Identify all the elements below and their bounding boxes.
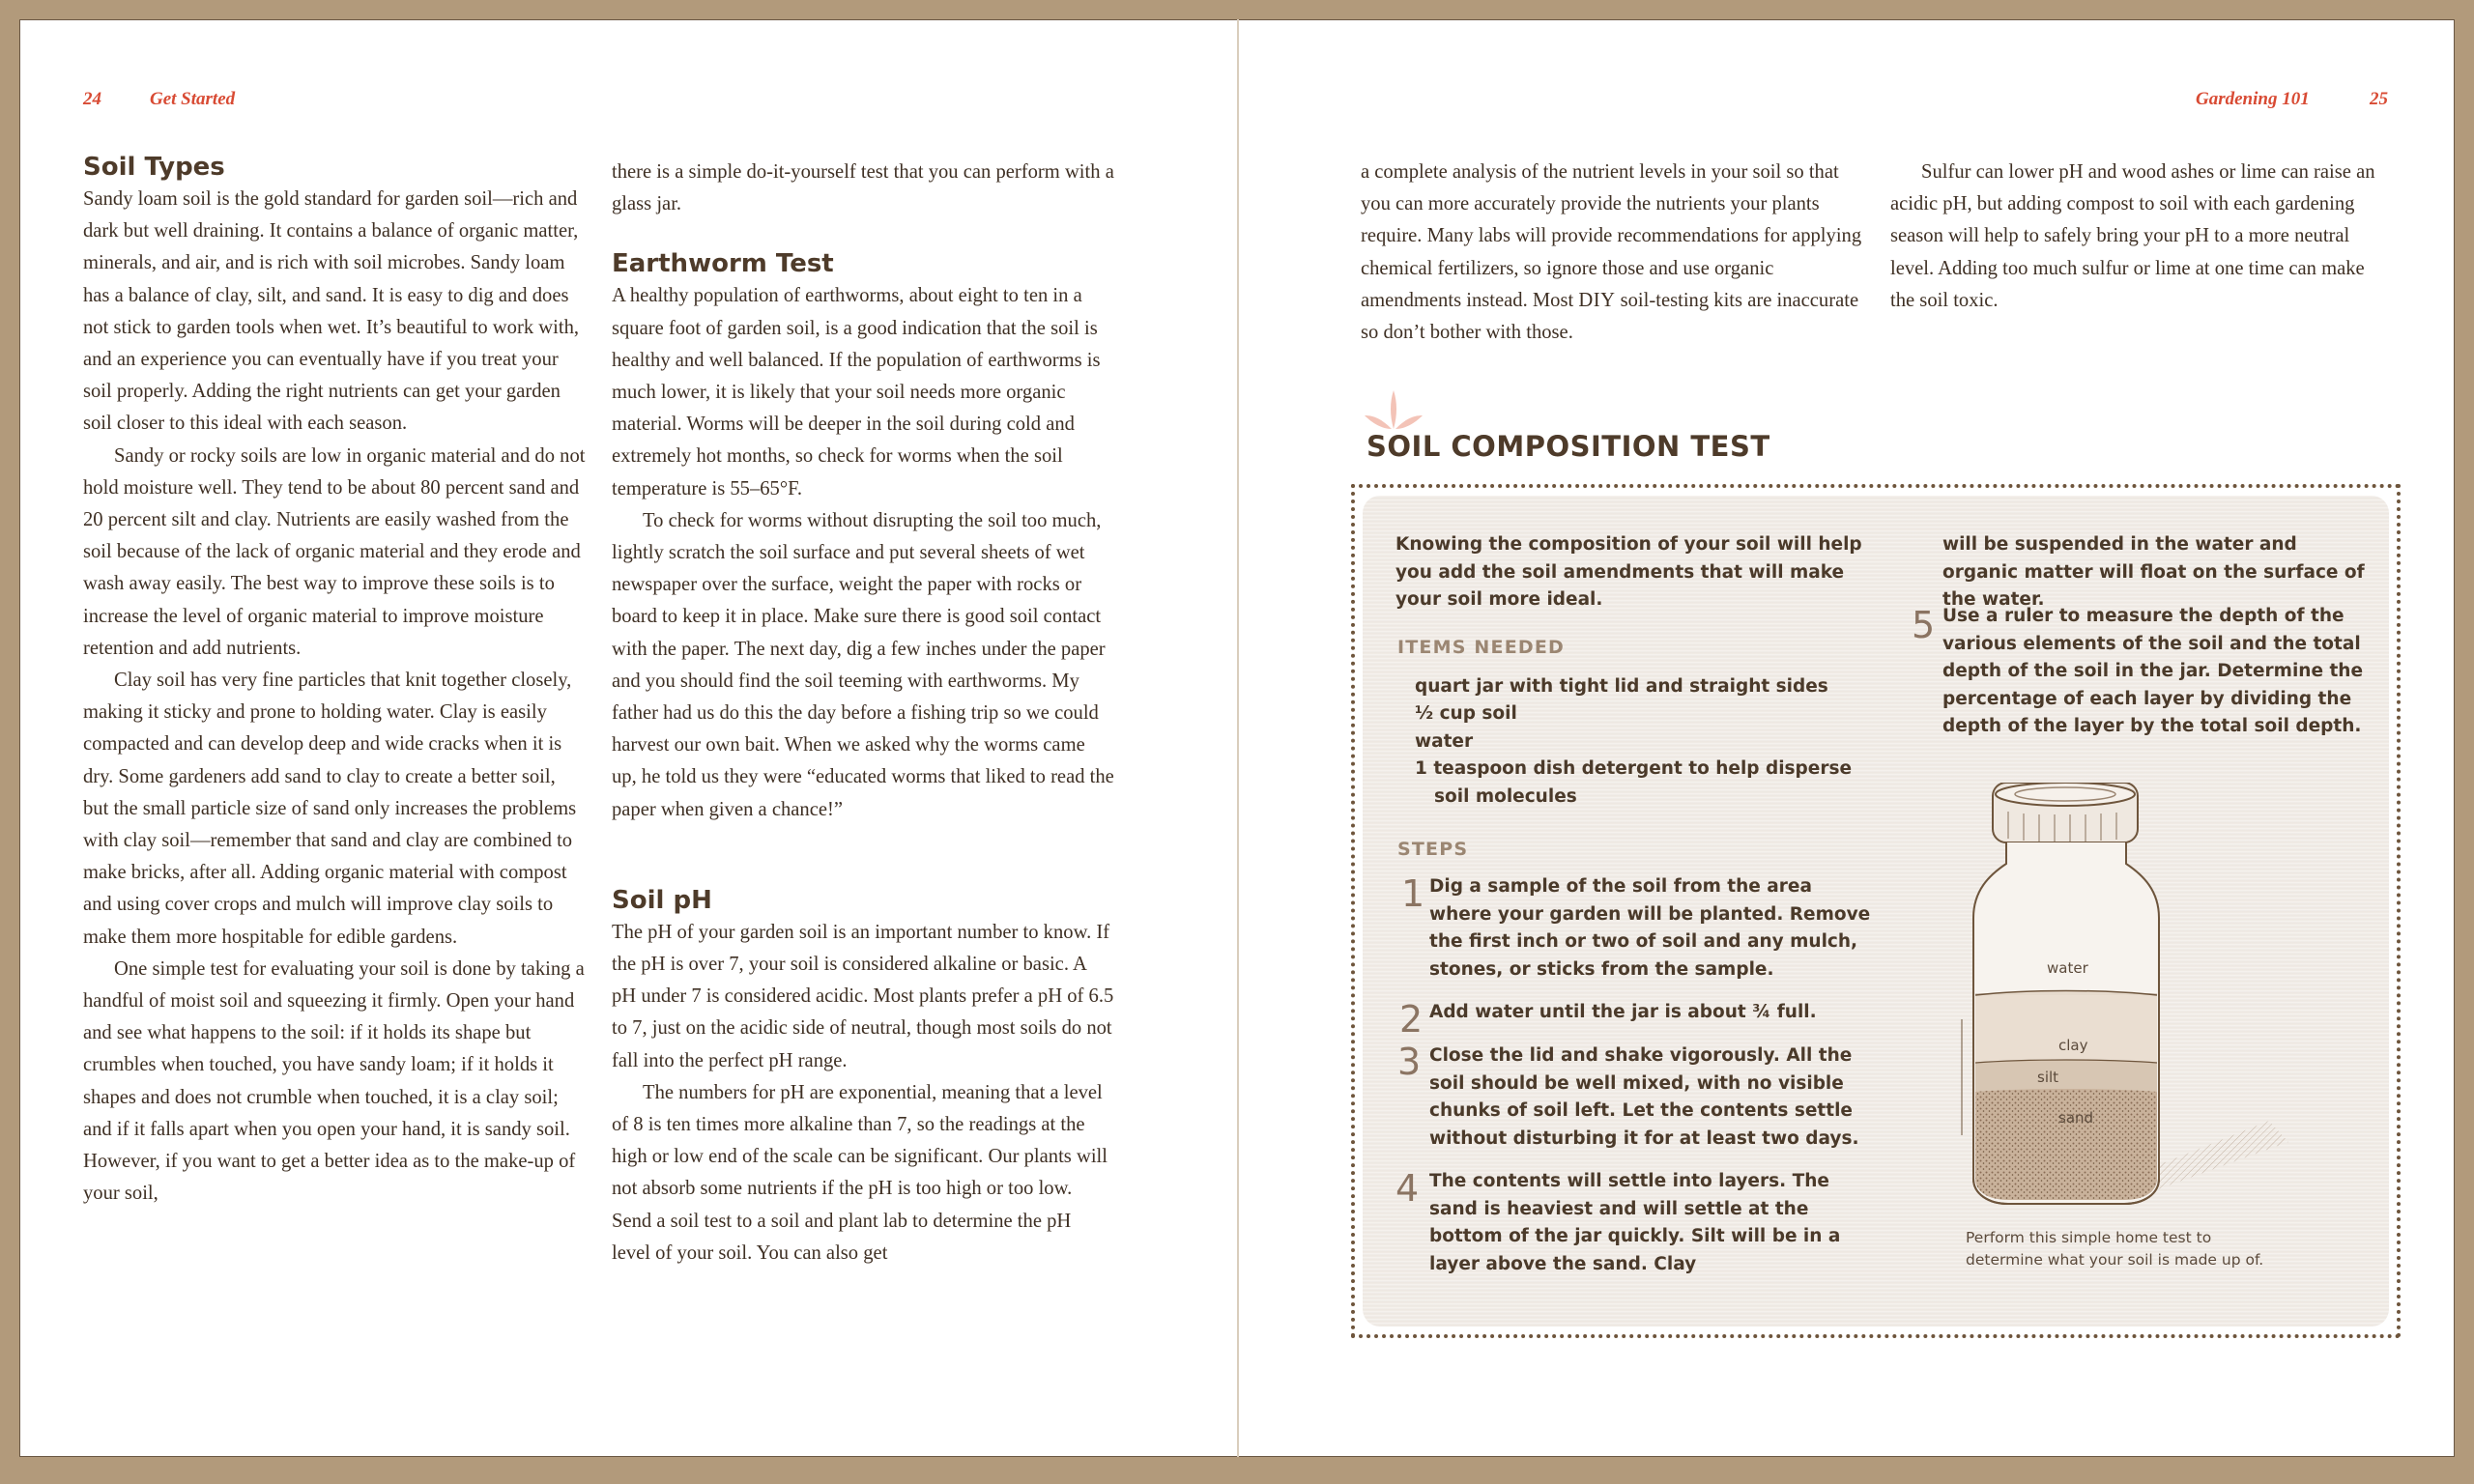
column-soil-lab [1361, 157, 1863, 349]
paragraph-ph-intro: The pH of your garden soil is an important number to know. If the pH is over 7, your soil is considered alkaline or basic. A pH under 7 is considered acidic. Most plants prefer a pH of 6.5 to 7, just on the acidic side of neutral, though most soils do not fall into the perfect pH range. [612, 921, 1114, 1071]
soil-lab-text: a complete analysis of the nutrient levels in your soil so that you can more accurately provide the nutrients your plants require. Many labs will provide recommendations for applying chemical fertilizers, so ignore those and use organic amendments instead. Most [1361, 161, 1862, 311]
jar-label-water: water [2047, 959, 2088, 977]
paragraph-ph-adjust: Sulfur can lower pH and wood ashes or lime can raise an acidic pH, but adding compost to soil with each gardening season will help to safely bring your pH to a more neutral level. Adding too much sulfur or lime at one time can make the soil toxic. [1890, 161, 2375, 311]
heading-earthworm-test: Earthworm Test [612, 249, 834, 279]
step-4-text: The contents will settle into layers. The sand is heaviest and will settle at the bottom of the jar quickly. Silt will be in a layer above the sand. Clay [1429, 1171, 1841, 1274]
sidebar-title: SOIL COMPOSITION TEST [1366, 430, 1770, 463]
paragraph-ph-exponential: The numbers for pH are exponential, meaning that a level of 8 is ten times more alkaline than 7, so the readings at the high or low end of the scale can be significant. Our plants will not absorb some nutrients if the pH is too high or too low. Send a soil test to a soil and plant lab to determine the pH level of your soil. You can also get [612, 1081, 1108, 1264]
step-3-text: Close the lid and shake vigorously. All the soil should be well mixed, with no visible chunks of soil left. Let the contents settle without disturbing it for at least two days. [1429, 1045, 1859, 1149]
paragraph-earthworm-population: A healthy population of earthworms, about eight to ten in a square foot of garden soil, is a good indication that the soil is healthy and well balanced. If the population of earthworms is much lower, it is likely that your soil needs more organic material. Worms will be deeper in the soil during cold and extremely hot months, so check for worms when the soil temperature is 55–65°F. [612, 285, 1101, 499]
soil-lab-text-end: soil-testing kits are inaccurate so don’t bother with those. [1361, 289, 1859, 344]
paragraph-earthworm-check: To check for worms without disrupting the soil too much, lightly scratch the soil surface and put several sheets of wet newspaper over the surface, weight the paper with rocks or board to keep it in place. Make sure there is good soil contact with the paper. The next day, dig a few inches under the paper and you should find the soil teeming with earthworms. My father had us do this the day before a fishing trip so we could harvest our own bait. When we asked why the worms came up, he told us they were “educated worms that liked to read the paper when given a chance!” [612, 509, 1114, 820]
jar-label-clay: clay [2058, 1037, 2088, 1054]
items-list [1415, 673, 1869, 811]
step-4-continued: will be suspended in the water and organic matter will float on the surface of the water. [1942, 534, 2365, 611]
paragraph-continued: there is a simple do-it-yourself test that you can perform with a glass jar. [612, 161, 1114, 215]
leaf-ornament-icon [1361, 386, 1426, 433]
left-page-number: 24 [83, 89, 101, 109]
diy-abbrev: DIY [1578, 289, 1616, 311]
right-page-number: 25 [2370, 89, 2388, 109]
step-number: 5 [1912, 604, 1936, 646]
step-number: 4 [1395, 1167, 1420, 1210]
jar-caption: Perform this simple home test to determine what your soil is made up of. [1966, 1229, 2264, 1269]
list-item: 1 teaspoon dish detergent to help disperse soil molecules [1415, 758, 1853, 807]
paragraph-sandy-rocky: Sandy or rocky soils are low in organic material and do not hold moisture well. They tend to be about 80 percent sand and 20 percent silt and clay. Nutrients are easily washed from the soil because of the lack of organic material and they erode and wash away easily. The best way to improve these soils is to increase the level of organic material to improve moisture retention and add nutrients. [83, 444, 586, 659]
items-needed-heading: ITEMS NEEDED [1397, 637, 1565, 658]
paragraph-clay-soil: Clay soil has very fine particles that knit together closely, making it sticky and prone to holding water. Clay is easily compacted and can develop deep and wide cracks when it is dry. Some gardeners add sand to clay to create a better soil, but the small particle size of sand only increases the problems with clay soil—remember that sand and clay are combined to make bricks, after all. Adding organic material with compost and using cover crops and mulch will improve clay soils to make them more hospitable for edible gardens. [83, 670, 577, 948]
left-running-head: Get Started [150, 89, 236, 109]
jar-label-sand: sand [2058, 1109, 2094, 1127]
step-2-text: Add water until the jar is about ¾ full. [1429, 1002, 1817, 1022]
sidebar-intro: Knowing the composition of your soil will help you add the soil amendments that will make your soil more ideal. [1395, 534, 1862, 611]
list-item: quart jar with tight lid and straight sides [1415, 676, 1828, 697]
step-number: 3 [1397, 1041, 1422, 1083]
right-running-head: Gardening 101 [2196, 89, 2310, 109]
jar-label-silt: silt [2037, 1069, 2059, 1086]
steps-heading: STEPS [1397, 839, 1469, 860]
step-1-text: Dig a sample of the soil from the area where your garden will be planted. Remove the first inch or two of soil and any mulch, stones, or sticks from the sample. [1429, 876, 1871, 980]
column-ph-adjust [1890, 157, 2393, 317]
paragraph-soil-lab [1361, 157, 1863, 349]
jar-illustration [1950, 783, 2298, 1217]
heading-soil-ph: Soil pH [612, 885, 712, 915]
column-soil-types [83, 151, 586, 1211]
list-item: ½ cup soil [1415, 703, 1517, 725]
step-number: 2 [1399, 998, 1424, 1041]
step-number: 1 [1401, 872, 1425, 915]
list-item: water [1415, 730, 1474, 752]
paragraph-squeeze-test: One simple test for evaluating your soil is done by taking a handful of moist soil and squeezing it firmly. Open your hand and see what happens to the soil: if it holds its shape but crumbles when touched, you have sandy loam; if it holds it shapes and does not crumble when touched, it is a clay soil; and if it falls apart when you open your hand, it is sandy soil. However, if you want to get a better idea as to the make-up of your soil, [83, 957, 585, 1205]
heading-soil-types: Soil Types [83, 153, 225, 182]
paragraph-sandy-loam: Sandy loam soil is the gold standard for garden soil—rich and dark but well draining. It contains a balance of organic matter, minerals, and air, and is rich with soil microbes. Sandy loam has a balance of clay, silt, and sand. It is easy to dig and does not stick to garden tools when wet. It’s beautiful to work with, and an experience you can eventually have if you treat your soil properly. Adding the right nutrients can get your garden soil closer to this ideal with each season. [83, 188, 580, 435]
step-5-text: Use a ruler to measure the depth of the various elements of the soil and the total depth of the soil in the jar. Determine the percentage of each layer by dividing the depth of the layer by the total soil depth. [1942, 606, 2364, 737]
column-tests [612, 157, 1114, 1270]
